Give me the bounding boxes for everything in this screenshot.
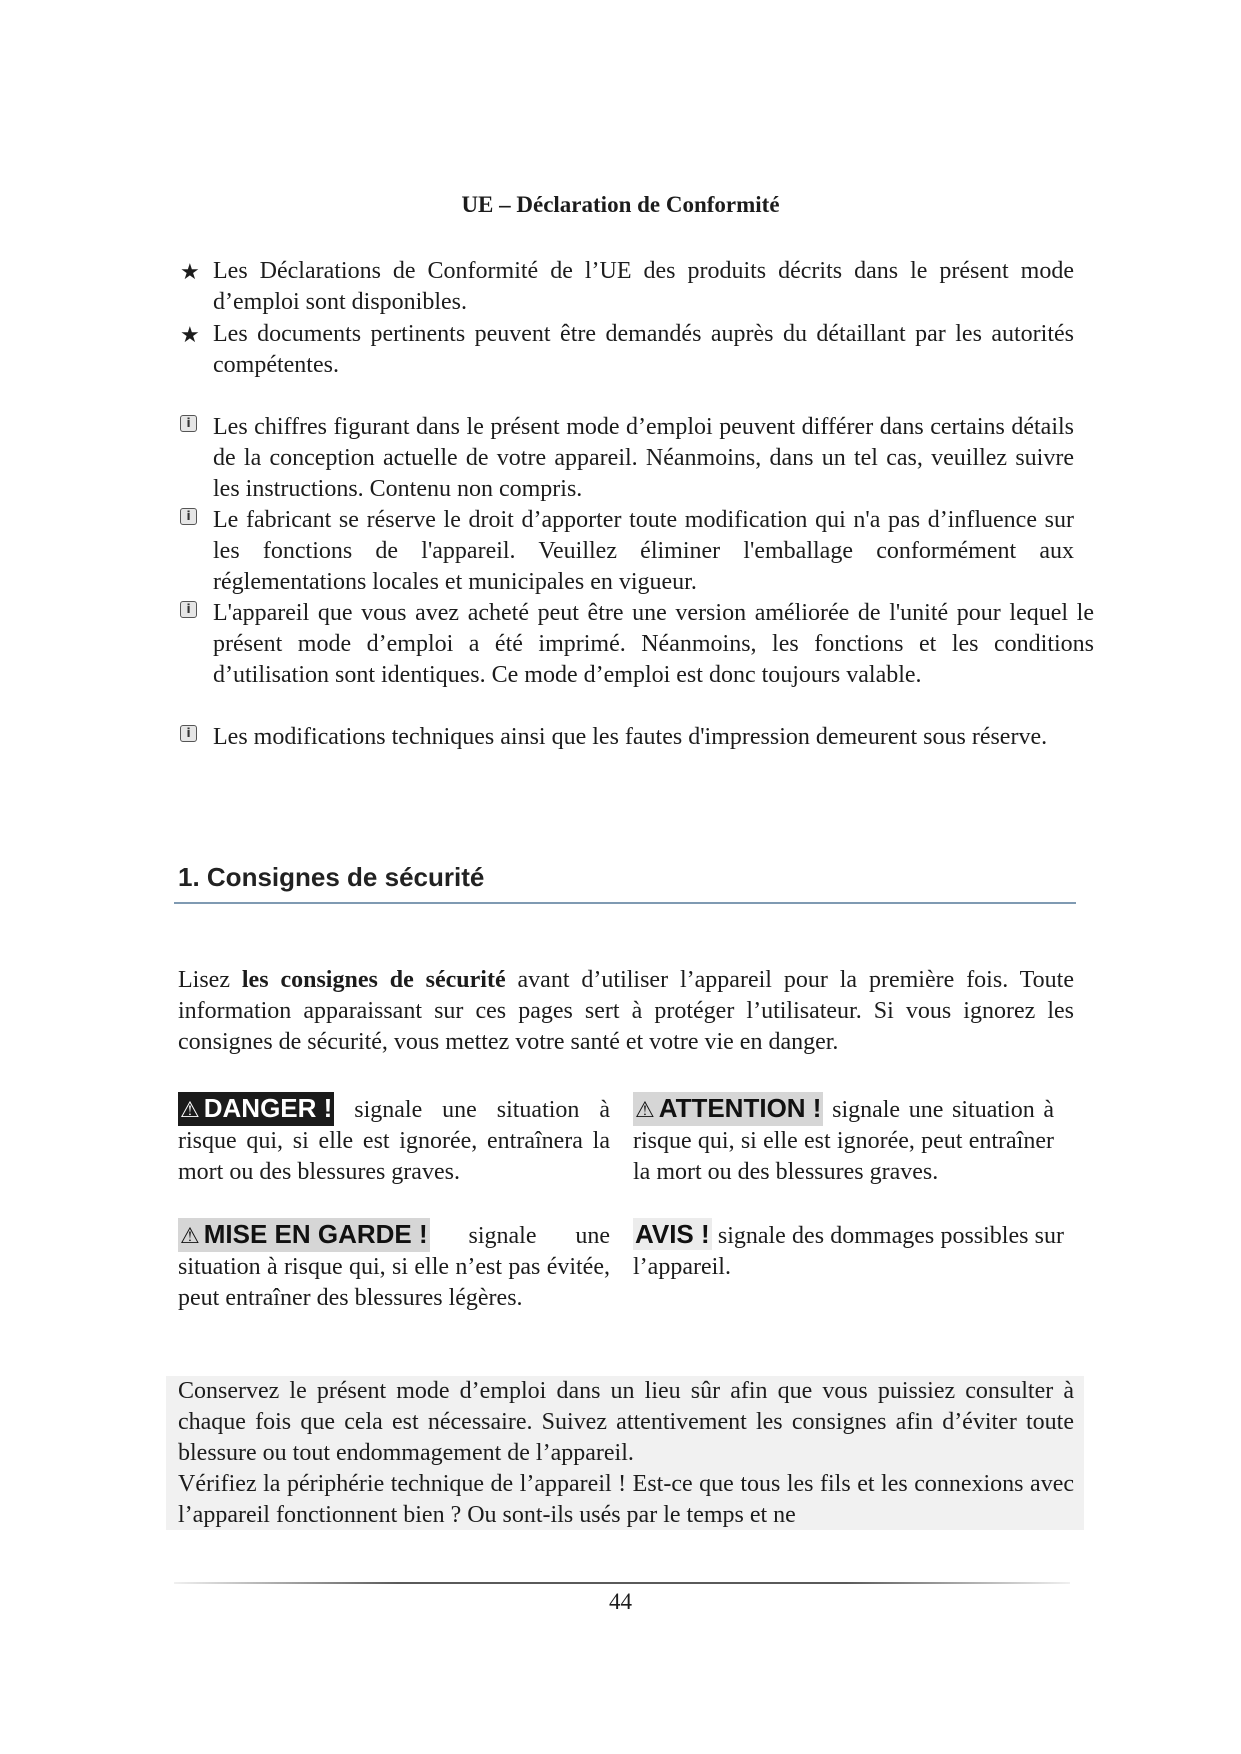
avis-text: signale des dommages possibles sur l’appareil. [633, 1223, 1064, 1280]
avis-definition [633, 1218, 1064, 1283]
page-title: UE – Déclaration de Conformité [461, 192, 780, 217]
mise-en-garde-label [178, 1218, 430, 1252]
mise-en-garde-label-text: MISE EN GARDE ! [203, 1219, 428, 1249]
info-item: Le fabricant se réserve le droit d’apporter toute modification qui n'a pas d’influence sur les fonctions de l'appareil. Veuillez éliminer l'emballage conformément aux réglementations locales et municipales en vigueur. [213, 507, 1074, 595]
danger-definition [178, 1092, 610, 1188]
notice-paragraph: Conservez le présent mode d’emploi dans un lieu sûr afin que vous puissiez consulter à chaque fois que cela est nécessaire. Suivez attentivement les consignes afin d’éviter toute blessure ou tout endommagement de l’appareil. [178, 1378, 1074, 1466]
warning-triangle-icon: ⚠ [180, 1097, 200, 1122]
safety-intro [178, 965, 1074, 1058]
info-item: Les modifications techniques ainsi que les fautes d'impression demeurent sous réserve. [213, 724, 1048, 750]
declaration-item: Les documents pertinents peuvent être demandés auprès du détaillant par les autorités compétentes. [213, 321, 1074, 378]
info-item: Les chiffres figurant dans le présent mode d’emploi peuvent différer dans certains détails de la conception actuelle de votre appareil. Néanmoins, dans un tel cas, veuillez suivre les instructions. Contenu non compris. [213, 414, 1074, 502]
section-heading: 1. Consignes de sécurité [178, 862, 485, 892]
declaration-item: Les Déclarations de Conformité de l’UE des produits décrits dans le présent mode d’emploi sont disponibles. [213, 258, 1074, 315]
mise-en-garde-definition [178, 1218, 610, 1314]
attention-label [633, 1092, 823, 1126]
warning-triangle-icon: ⚠ [180, 1223, 200, 1248]
info-item: L'appareil que vous avez acheté peut être une version améliorée de l'unité pour lequel le présent mode d’emploi a été imprimé. Néanmoins, les fonctions et les conditions d’utilisation sont identiques. Ce mode d’emploi est donc toujours valable. [213, 600, 1094, 688]
page-number: 44 [609, 1589, 632, 1614]
heading-underline [174, 902, 1076, 904]
mise-en-garde-text: signale une situation à risque qui, si elle n’est pas évitée, peut entraîner des blessures légères. [178, 1223, 610, 1311]
info-icon: i [180, 508, 197, 525]
intro-prefix: Lisez [178, 967, 242, 993]
notice-paragraph: Vérifiez la périphérie technique de l’appareil ! Est-ce que tous les fils et les connexions avec l’appareil fonctionnent bien ? Ou sont-ils usés par le temps et ne [178, 1471, 1074, 1528]
warning-triangle-icon: ⚠ [635, 1097, 655, 1122]
attention-label-text: ATTENTION ! [658, 1093, 822, 1123]
footer-divider [174, 1582, 1070, 1584]
danger-label [178, 1092, 334, 1126]
info-icon: i [180, 725, 197, 742]
attention-definition [633, 1092, 1054, 1188]
star-icon: ★ [180, 259, 200, 284]
intro-suffix: avant d’utiliser l’appareil pour la première fois. Toute information apparaissant sur ces pages sert à protéger l’utilisateur. Si vous ignorez les consignes de sécurité, vous mettez votre santé et votre vie en danger. [178, 967, 1074, 1055]
avis-label: AVIS ! [635, 1219, 710, 1249]
star-icon: ★ [180, 322, 200, 347]
attention-text: signale une situation à risque qui, si elle est ignorée, peut entraîner la mort ou des blessures graves. [633, 1097, 1054, 1185]
intro-bold: les consignes de sécurité [241, 967, 506, 993]
danger-text: signale une situation à risque qui, si elle est ignorée, entraînera la mort ou des blessures graves. [178, 1097, 610, 1185]
info-icon: i [180, 601, 197, 618]
info-icon: i [180, 415, 197, 432]
danger-label-text: DANGER ! [203, 1093, 333, 1123]
